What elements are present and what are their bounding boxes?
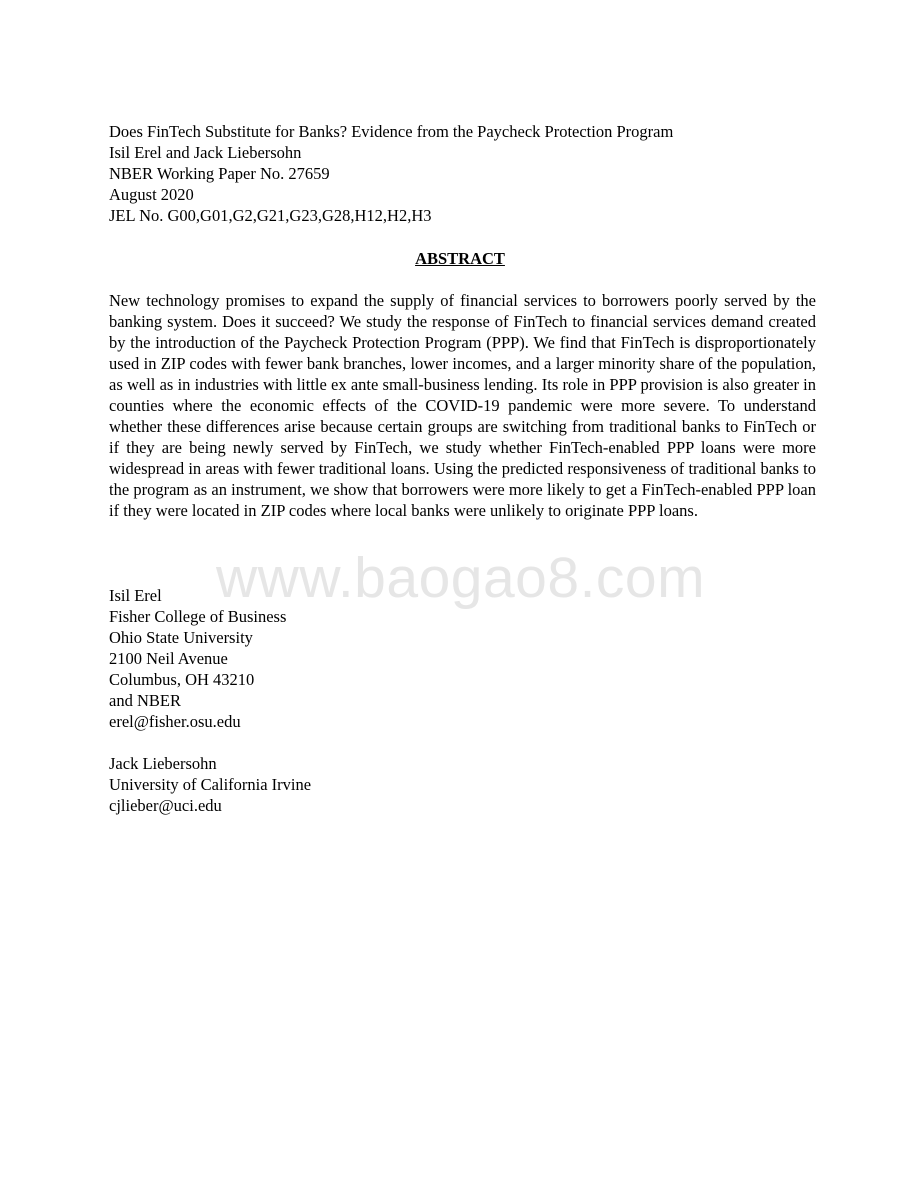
author-email: erel@fisher.osu.edu [109, 712, 241, 731]
paper-series: NBER Working Paper No. 27659 [109, 164, 330, 183]
paper-title: Does FinTech Substitute for Banks? Evidence from the Paycheck Protection Program [109, 122, 674, 141]
abstract-text: New technology promises to expand the supply of financial services to borrowers poorly served by the banking system. Does it succeed? We study the response of FinTech to financial services demand created by the introduction of the Paycheck Protection Program (PPP). We find that FinTech is disproportionately used in ZIP codes with fewer bank branches, lower incomes, and a larger minority share of the population, as well as in industries with little ex ante small-business lending. Its role in PPP provision is also greater in counties where the economic effects of the COVID-19 pandemic were more severe. To understand whether these differences arise because certain groups are switching from traditional banks to FinTech or if they are being newly served by FinTech, we study whether FinTech-enabled PPP loans were more widespread in areas with fewer traditional loans. Using the predicted responsiveness of traditional banks to the program as an instrument, we show that borrowers were more likely to get a FinTech-enabled PPP loan if they were located in ZIP codes where local banks were unlikely to originate PPP loans. [109, 291, 816, 520]
author-affiliation: and NBER [109, 691, 181, 710]
author-department: Fisher College of Business [109, 607, 287, 626]
author-institution: University of California Irvine [109, 775, 312, 794]
paper-header [109, 121, 829, 226]
author-address-liebersohn [109, 753, 509, 816]
abstract-heading: ABSTRACT [415, 249, 505, 268]
paper-jel-codes: JEL No. G00,G01,G2,G21,G23,G28,H12,H2,H3 [109, 206, 432, 225]
author-address-erel [109, 585, 509, 732]
paper-date: August 2020 [109, 185, 194, 204]
author-name: Isil Erel [109, 586, 162, 605]
author-city: Columbus, OH 43210 [109, 670, 255, 689]
author-email: cjlieber@uci.edu [109, 796, 222, 815]
author-institution: Ohio State University [109, 628, 253, 647]
watermark: www.baogao8.com [216, 546, 706, 610]
author-street: 2100 Neil Avenue [109, 649, 228, 668]
paper-authors: Isil Erel and Jack Liebersohn [109, 143, 302, 162]
author-name: Jack Liebersohn [109, 754, 217, 773]
